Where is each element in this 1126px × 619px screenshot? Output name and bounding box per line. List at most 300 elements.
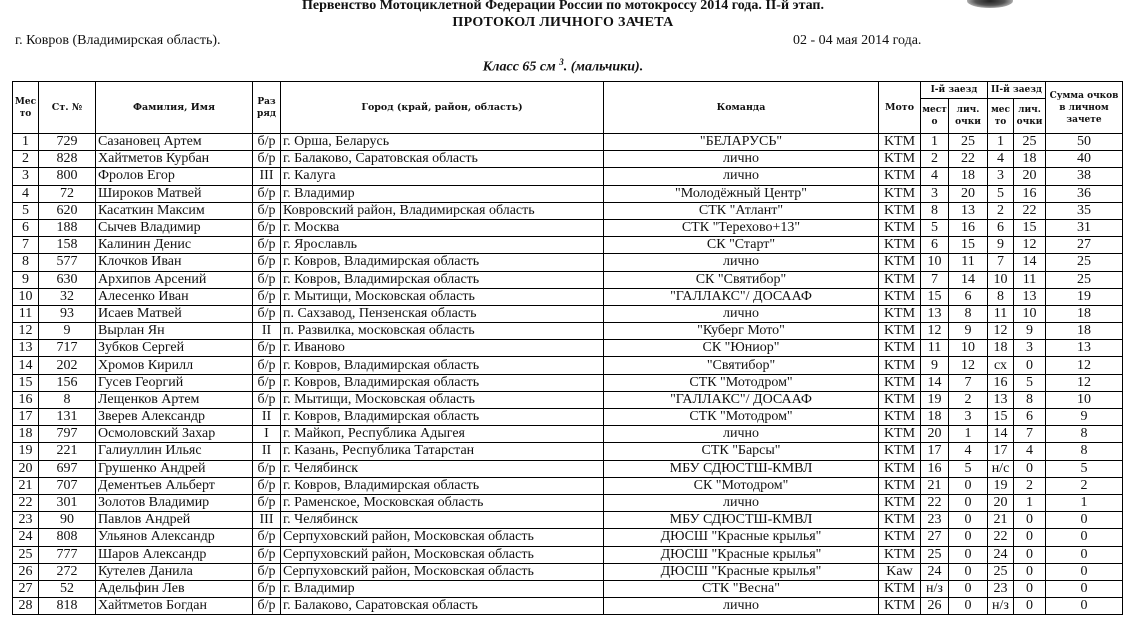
header-heat2: II-й заезд bbox=[988, 82, 1046, 99]
cell-city: г. Владимир bbox=[281, 185, 604, 202]
cell-city: г. Мытищи, Московская область bbox=[281, 391, 604, 408]
cell-heat1-place: 27 bbox=[921, 529, 949, 546]
cell-total-points: 1 bbox=[1046, 494, 1123, 511]
cell-moto: KTM bbox=[879, 323, 921, 340]
cell-rank: б/р bbox=[253, 563, 281, 580]
cell-heat2-points: 0 bbox=[1014, 529, 1046, 546]
cell-moto: KTM bbox=[879, 546, 921, 563]
cell-heat1-points: 15 bbox=[949, 237, 988, 254]
cell-start-number: 131 bbox=[39, 409, 96, 426]
cell-moto: KTM bbox=[879, 443, 921, 460]
table-row bbox=[13, 529, 1123, 546]
cell-heat2-place: н/с bbox=[988, 460, 1014, 477]
cell-total-points: 0 bbox=[1046, 512, 1123, 529]
cell-heat2-place: 22 bbox=[988, 529, 1014, 546]
cell-rider-name: Клочков Иван bbox=[96, 254, 253, 271]
cell-moto: KTM bbox=[879, 460, 921, 477]
cell-start-number: 221 bbox=[39, 443, 96, 460]
cell-total-points: 0 bbox=[1046, 598, 1123, 615]
cell-heat2-place: 19 bbox=[988, 477, 1014, 494]
cell-city: Серпуховский район, Московская область bbox=[281, 529, 604, 546]
cell-place: 5 bbox=[13, 202, 39, 219]
cell-moto: KTM bbox=[879, 168, 921, 185]
cell-rank: б/р bbox=[253, 477, 281, 494]
table-row bbox=[13, 305, 1123, 322]
cell-rank: б/р bbox=[253, 391, 281, 408]
cell-start-number: 800 bbox=[39, 168, 96, 185]
cell-rider-name: Исаев Матвей bbox=[96, 305, 253, 322]
table-row bbox=[13, 219, 1123, 236]
cell-total-points: 50 bbox=[1046, 134, 1123, 151]
cell-rider-name: Павлов Андрей bbox=[96, 512, 253, 529]
cell-team: СТК "Мотодром" bbox=[604, 374, 879, 391]
cell-rider-name: Золотов Владимир bbox=[96, 494, 253, 511]
cell-city: г. Балаково, Саратовская область bbox=[281, 598, 604, 615]
cell-heat1-place: 6 bbox=[921, 237, 949, 254]
table-row bbox=[13, 546, 1123, 563]
cell-start-number: 188 bbox=[39, 219, 96, 236]
cell-moto: KTM bbox=[879, 185, 921, 202]
cell-city: г. Ковров, Владимирская область bbox=[281, 254, 604, 271]
cell-rank: III bbox=[253, 512, 281, 529]
cell-heat2-points: 3 bbox=[1014, 340, 1046, 357]
cell-rider-name: Архипов Арсений bbox=[96, 271, 253, 288]
cell-city: г. Владимир bbox=[281, 580, 604, 597]
cell-rider-name: Хайтметов Богдан bbox=[96, 598, 253, 615]
cell-heat2-points: 0 bbox=[1014, 512, 1046, 529]
cell-rank: б/р bbox=[253, 460, 281, 477]
cell-place: 27 bbox=[13, 580, 39, 597]
cell-total-points: 38 bbox=[1046, 168, 1123, 185]
table-row bbox=[13, 512, 1123, 529]
cell-start-number: 272 bbox=[39, 563, 96, 580]
table-row bbox=[13, 151, 1123, 168]
cell-heat1-place: 24 bbox=[921, 563, 949, 580]
cell-total-points: 12 bbox=[1046, 374, 1123, 391]
cell-heat2-place: 23 bbox=[988, 580, 1014, 597]
cell-team: "ГАЛЛАКС"/ ДОСААФ bbox=[604, 391, 879, 408]
cell-total-points: 0 bbox=[1046, 563, 1123, 580]
cell-heat1-points: 0 bbox=[949, 546, 988, 563]
cell-heat2-place: 9 bbox=[988, 237, 1014, 254]
cell-heat2-points: 6 bbox=[1014, 409, 1046, 426]
cell-heat2-points: 20 bbox=[1014, 168, 1046, 185]
cell-rank: б/р bbox=[253, 340, 281, 357]
cell-heat2-place: 14 bbox=[988, 426, 1014, 443]
cell-heat1-place: н/з bbox=[921, 580, 949, 597]
cell-heat2-points: 5 bbox=[1014, 374, 1046, 391]
cell-team: СТК "Барсы" bbox=[604, 443, 879, 460]
cell-team: ДЮСШ "Красные крылья" bbox=[604, 546, 879, 563]
cell-start-number: 828 bbox=[39, 151, 96, 168]
cell-heat1-points: 7 bbox=[949, 374, 988, 391]
table-row bbox=[13, 391, 1123, 408]
cell-team: СК "Юниор" bbox=[604, 340, 879, 357]
class-heading bbox=[0, 57, 1126, 76]
cell-heat1-place: 15 bbox=[921, 288, 949, 305]
cell-team: ДЮСШ "Красные крылья" bbox=[604, 563, 879, 580]
cell-heat2-place: 5 bbox=[988, 185, 1014, 202]
cell-rider-name: Ульянов Александр bbox=[96, 529, 253, 546]
cell-moto: Kaw bbox=[879, 563, 921, 580]
cell-total-points: 18 bbox=[1046, 305, 1123, 322]
cell-heat2-points: 0 bbox=[1014, 563, 1046, 580]
cell-place: 25 bbox=[13, 546, 39, 563]
cell-city: г. Майкоп, Республика Адыгея bbox=[281, 426, 604, 443]
cell-total-points: 10 bbox=[1046, 391, 1123, 408]
cell-total-points: 25 bbox=[1046, 271, 1123, 288]
cell-heat2-place: 16 bbox=[988, 374, 1014, 391]
cell-heat2-place: 21 bbox=[988, 512, 1014, 529]
cell-moto: KTM bbox=[879, 151, 921, 168]
cell-moto: KTM bbox=[879, 202, 921, 219]
cell-start-number: 729 bbox=[39, 134, 96, 151]
cell-place: 13 bbox=[13, 340, 39, 357]
cell-place: 6 bbox=[13, 219, 39, 236]
cell-city: г. Орша, Беларусь bbox=[281, 134, 604, 151]
cell-heat2-place: 3 bbox=[988, 168, 1014, 185]
cell-heat1-points: 18 bbox=[949, 168, 988, 185]
cell-start-number: 717 bbox=[39, 340, 96, 357]
cell-heat1-place: 9 bbox=[921, 357, 949, 374]
cell-heat1-place: 5 bbox=[921, 219, 949, 236]
cell-rider-name: Сычев Владимир bbox=[96, 219, 253, 236]
cell-heat1-points: 14 bbox=[949, 271, 988, 288]
cell-start-number: 707 bbox=[39, 477, 96, 494]
cell-city: г. Ковров, Владимирская область bbox=[281, 271, 604, 288]
cell-place: 9 bbox=[13, 271, 39, 288]
cell-city: г. Ковров, Владимирская область bbox=[281, 477, 604, 494]
cell-start-number: 8 bbox=[39, 391, 96, 408]
cell-total-points: 35 bbox=[1046, 202, 1123, 219]
cell-heat1-place: 13 bbox=[921, 305, 949, 322]
table-row bbox=[13, 598, 1123, 615]
cell-city: г. Казань, Республика Татарстан bbox=[281, 443, 604, 460]
cell-heat1-place: 25 bbox=[921, 546, 949, 563]
cell-heat2-place: 12 bbox=[988, 323, 1014, 340]
cell-rank: б/р bbox=[253, 288, 281, 305]
cell-place: 11 bbox=[13, 305, 39, 322]
cell-total-points: 2 bbox=[1046, 477, 1123, 494]
cell-place: 2 bbox=[13, 151, 39, 168]
cell-heat1-place: 20 bbox=[921, 426, 949, 443]
results-body bbox=[13, 134, 1123, 615]
cell-heat2-points: 22 bbox=[1014, 202, 1046, 219]
cell-place: 23 bbox=[13, 512, 39, 529]
cell-heat1-points: 0 bbox=[949, 563, 988, 580]
cell-rider-name: Хайтметов Курбан bbox=[96, 151, 253, 168]
cell-rider-name: Адельфин Лев bbox=[96, 580, 253, 597]
cell-moto: KTM bbox=[879, 134, 921, 151]
cell-rank: б/р bbox=[253, 151, 281, 168]
cell-heat2-place: 18 bbox=[988, 340, 1014, 357]
cell-heat1-points: 8 bbox=[949, 305, 988, 322]
cell-moto: KTM bbox=[879, 477, 921, 494]
cell-place: 14 bbox=[13, 357, 39, 374]
cell-rank: III bbox=[253, 168, 281, 185]
cell-total-points: 31 bbox=[1046, 219, 1123, 236]
cell-start-number: 202 bbox=[39, 357, 96, 374]
cell-heat2-place: 8 bbox=[988, 288, 1014, 305]
document-title: Первенство Мотоциклетной Федерации России по мотокроссу 2014 года. II-й этап. bbox=[301, 0, 824, 13]
cell-moto: KTM bbox=[879, 580, 921, 597]
cell-heat1-place: 2 bbox=[921, 151, 949, 168]
cell-moto: KTM bbox=[879, 598, 921, 615]
cell-start-number: 301 bbox=[39, 494, 96, 511]
cell-heat2-points: 7 bbox=[1014, 426, 1046, 443]
cell-rider-name: Гусев Георгий bbox=[96, 374, 253, 391]
header-heat2-place: мес то bbox=[988, 99, 1014, 134]
cell-heat2-place: н/з bbox=[988, 598, 1014, 615]
cell-heat2-points: 18 bbox=[1014, 151, 1046, 168]
cell-start-number: 577 bbox=[39, 254, 96, 271]
cell-place: 26 bbox=[13, 563, 39, 580]
cell-heat2-points: 0 bbox=[1014, 598, 1046, 615]
cell-place: 15 bbox=[13, 374, 39, 391]
cell-rider-name: Галиуллин Ильяс bbox=[96, 443, 253, 460]
cell-city: г. Челябинск bbox=[281, 460, 604, 477]
table-row bbox=[13, 185, 1123, 202]
cell-team: лично bbox=[604, 305, 879, 322]
cell-heat1-place: 21 bbox=[921, 477, 949, 494]
cell-place: 24 bbox=[13, 529, 39, 546]
cell-heat2-points: 13 bbox=[1014, 288, 1046, 305]
cell-heat1-points: 22 bbox=[949, 151, 988, 168]
cell-heat2-points: 8 bbox=[1014, 391, 1046, 408]
cell-team: "Молодёжный Центр" bbox=[604, 185, 879, 202]
cell-total-points: 18 bbox=[1046, 323, 1123, 340]
cell-heat2-place: 2 bbox=[988, 202, 1014, 219]
cell-heat2-points: 12 bbox=[1014, 237, 1046, 254]
cell-city: г. Ковров, Владимирская область bbox=[281, 409, 604, 426]
cell-heat1-points: 3 bbox=[949, 409, 988, 426]
cell-heat1-place: 10 bbox=[921, 254, 949, 271]
cell-start-number: 158 bbox=[39, 237, 96, 254]
cell-team: "ГАЛЛАКС"/ ДОСААФ bbox=[604, 288, 879, 305]
class-prefix: Класс 65 см bbox=[482, 59, 556, 75]
cell-heat2-place: 25 bbox=[988, 563, 1014, 580]
table-row bbox=[13, 374, 1123, 391]
table-row bbox=[13, 580, 1123, 597]
cell-heat1-points: 4 bbox=[949, 443, 988, 460]
header-number: Ст. № bbox=[39, 82, 96, 134]
cell-team: "БЕЛАРУСЬ" bbox=[604, 134, 879, 151]
cell-rider-name: Осмоловский Захар bbox=[96, 426, 253, 443]
cell-total-points: 0 bbox=[1046, 529, 1123, 546]
cell-rank: б/р bbox=[253, 374, 281, 391]
cell-moto: KTM bbox=[879, 305, 921, 322]
cell-team: лично bbox=[604, 254, 879, 271]
cell-rank: б/р bbox=[253, 357, 281, 374]
cell-heat2-place: 1 bbox=[988, 134, 1014, 151]
table-row bbox=[13, 426, 1123, 443]
cell-rank: II bbox=[253, 323, 281, 340]
cell-start-number: 32 bbox=[39, 288, 96, 305]
cell-city: г. Раменское, Московская область bbox=[281, 494, 604, 511]
table-row bbox=[13, 563, 1123, 580]
cell-heat1-place: 19 bbox=[921, 391, 949, 408]
cell-team: СТК "Мотодром" bbox=[604, 409, 879, 426]
cell-heat1-points: 5 bbox=[949, 460, 988, 477]
cell-heat1-points: 0 bbox=[949, 529, 988, 546]
cell-heat1-points: 1 bbox=[949, 426, 988, 443]
cell-heat1-place: 7 bbox=[921, 271, 949, 288]
cell-heat1-place: 1 bbox=[921, 134, 949, 151]
cell-heat2-place: 4 bbox=[988, 151, 1014, 168]
cell-team: лично bbox=[604, 494, 879, 511]
cell-rider-name: Кутелев Данила bbox=[96, 563, 253, 580]
cell-heat1-points: 0 bbox=[949, 580, 988, 597]
cell-heat2-points: 4 bbox=[1014, 443, 1046, 460]
cell-total-points: 8 bbox=[1046, 443, 1123, 460]
cell-heat2-points: 0 bbox=[1014, 460, 1046, 477]
table-row bbox=[13, 271, 1123, 288]
cell-heat1-place: 8 bbox=[921, 202, 949, 219]
cell-moto: KTM bbox=[879, 288, 921, 305]
cell-heat2-points: 2 bbox=[1014, 477, 1046, 494]
cell-moto: KTM bbox=[879, 426, 921, 443]
cell-total-points: 13 bbox=[1046, 340, 1123, 357]
results-table bbox=[12, 81, 1123, 615]
cell-heat2-points: 0 bbox=[1014, 357, 1046, 374]
cell-start-number: 620 bbox=[39, 202, 96, 219]
cell-moto: KTM bbox=[879, 494, 921, 511]
cell-start-number: 808 bbox=[39, 529, 96, 546]
header-heat1-place: мест о bbox=[921, 99, 949, 134]
cell-place: 20 bbox=[13, 460, 39, 477]
header-heat2-points: лич. очки bbox=[1014, 99, 1046, 134]
cell-city: г. Ковров, Владимирская область bbox=[281, 374, 604, 391]
cell-total-points: 27 bbox=[1046, 237, 1123, 254]
cell-moto: KTM bbox=[879, 409, 921, 426]
class-superscript: 3 bbox=[559, 57, 564, 67]
table-row bbox=[13, 168, 1123, 185]
cell-rider-name: Алесенко Иван bbox=[96, 288, 253, 305]
cell-moto: KTM bbox=[879, 254, 921, 271]
cell-heat2-points: 14 bbox=[1014, 254, 1046, 271]
table-row bbox=[13, 460, 1123, 477]
cell-city: г. Калуга bbox=[281, 168, 604, 185]
cell-heat1-place: 14 bbox=[921, 374, 949, 391]
cell-heat1-points: 11 bbox=[949, 254, 988, 271]
cell-rank: II bbox=[253, 409, 281, 426]
cell-heat1-points: 9 bbox=[949, 323, 988, 340]
cell-heat2-points: 9 bbox=[1014, 323, 1046, 340]
cell-heat1-place: 16 bbox=[921, 460, 949, 477]
cell-place: 21 bbox=[13, 477, 39, 494]
table-row bbox=[13, 237, 1123, 254]
cell-heat2-place: 6 bbox=[988, 219, 1014, 236]
cell-heat2-points: 16 bbox=[1014, 185, 1046, 202]
cell-place: 17 bbox=[13, 409, 39, 426]
header-team: Команда bbox=[604, 82, 879, 134]
cell-place: 3 bbox=[13, 168, 39, 185]
cell-rank: б/р bbox=[253, 546, 281, 563]
header-name: Фамилия, Имя bbox=[96, 82, 253, 134]
table-row bbox=[13, 202, 1123, 219]
event-dates: 02 - 04 мая 2014 года. bbox=[793, 33, 922, 48]
cell-team: "Куберг Мото" bbox=[604, 323, 879, 340]
table-row bbox=[13, 357, 1123, 374]
cell-moto: KTM bbox=[879, 512, 921, 529]
cell-rank: б/р bbox=[253, 580, 281, 597]
cell-rank: б/р bbox=[253, 219, 281, 236]
cell-team: СТК "Атлант" bbox=[604, 202, 879, 219]
cell-heat2-points: 11 bbox=[1014, 271, 1046, 288]
cell-heat1-place: 4 bbox=[921, 168, 949, 185]
cell-place: 10 bbox=[13, 288, 39, 305]
cell-city: Серпуховский район, Московская область bbox=[281, 563, 604, 580]
class-suffix: . (мальчики). bbox=[563, 59, 644, 75]
cell-rank: б/р bbox=[253, 202, 281, 219]
cell-moto: KTM bbox=[879, 237, 921, 254]
cell-heat1-points: 20 bbox=[949, 185, 988, 202]
cell-place: 16 bbox=[13, 391, 39, 408]
cell-rank: б/р bbox=[253, 271, 281, 288]
cell-rank: б/р bbox=[253, 254, 281, 271]
cell-total-points: 36 bbox=[1046, 185, 1123, 202]
cell-place: 12 bbox=[13, 323, 39, 340]
cell-moto: KTM bbox=[879, 271, 921, 288]
header-heat1-points: лич. очки bbox=[949, 99, 988, 134]
cell-heat2-place: 13 bbox=[988, 391, 1014, 408]
cell-heat1-place: 12 bbox=[921, 323, 949, 340]
cell-city: г. Ярославль bbox=[281, 237, 604, 254]
cell-rider-name: Шаров Александр bbox=[96, 546, 253, 563]
cell-rider-name: Лещенков Артем bbox=[96, 391, 253, 408]
cell-rider-name: Фролов Егор bbox=[96, 168, 253, 185]
cell-rank: II bbox=[253, 443, 281, 460]
table-row bbox=[13, 494, 1123, 511]
protocol-title: ПРОТОКОЛ ЛИЧНОГО ЗАЧЕТА bbox=[452, 15, 674, 30]
cell-rider-name: Грушенко Андрей bbox=[96, 460, 253, 477]
cell-place: 22 bbox=[13, 494, 39, 511]
cell-rider-name: Широков Матвей bbox=[96, 185, 253, 202]
cell-heat1-place: 26 bbox=[921, 598, 949, 615]
cell-rank: б/р bbox=[253, 185, 281, 202]
cell-heat1-points: 16 bbox=[949, 219, 988, 236]
cell-place: 4 bbox=[13, 185, 39, 202]
cell-total-points: 5 bbox=[1046, 460, 1123, 477]
cell-team: СК "Мотодром" bbox=[604, 477, 879, 494]
cell-rider-name: Дементьев Альберт bbox=[96, 477, 253, 494]
cell-rider-name: Сазановец Артем bbox=[96, 134, 253, 151]
cell-place: 19 bbox=[13, 443, 39, 460]
cell-place: 1 bbox=[13, 134, 39, 151]
cell-total-points: 9 bbox=[1046, 409, 1123, 426]
header-place: Мес то bbox=[13, 82, 39, 134]
cell-team: лично bbox=[604, 426, 879, 443]
cell-place: 28 bbox=[13, 598, 39, 615]
cell-heat1-points: 12 bbox=[949, 357, 988, 374]
cell-heat2-points: 1 bbox=[1014, 494, 1046, 511]
cell-rider-name: Хромов Кирилл bbox=[96, 357, 253, 374]
cell-city: г. Челябинск bbox=[281, 512, 604, 529]
cell-rider-name: Касаткин Максим bbox=[96, 202, 253, 219]
cell-heat1-place: 3 bbox=[921, 185, 949, 202]
cell-team: ДЮСШ "Красные крылья" bbox=[604, 529, 879, 546]
cell-total-points: 25 bbox=[1046, 254, 1123, 271]
cell-rank: б/р bbox=[253, 529, 281, 546]
cell-heat1-points: 0 bbox=[949, 477, 988, 494]
cell-team: "Святибор" bbox=[604, 357, 879, 374]
cell-heat2-place: 17 bbox=[988, 443, 1014, 460]
cell-heat1-place: 11 bbox=[921, 340, 949, 357]
cell-rank: б/р bbox=[253, 305, 281, 322]
cell-rider-name: Зверев Александр bbox=[96, 409, 253, 426]
cell-total-points: 8 bbox=[1046, 426, 1123, 443]
cell-heat1-place: 17 bbox=[921, 443, 949, 460]
